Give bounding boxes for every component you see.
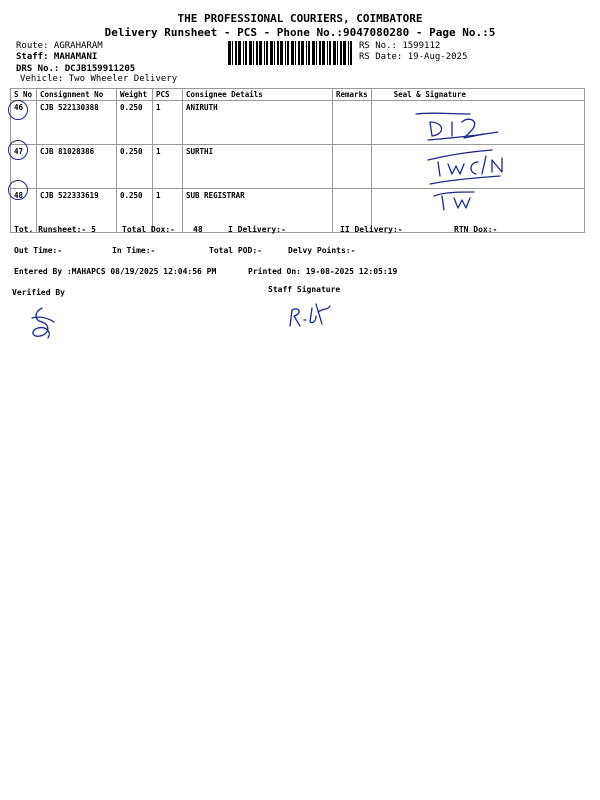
cell-remarks	[333, 101, 372, 145]
cell-sno: 47	[11, 145, 37, 189]
staff-label: Staff: MAHAMANI	[16, 52, 98, 62]
cell-remarks	[333, 145, 372, 189]
cell-consignee: ANIRUTH	[183, 101, 333, 145]
verified-by-label: Verified By	[12, 288, 65, 297]
drs-number: DRS No.: DCJB159911205	[16, 64, 136, 74]
barcode-image	[228, 41, 354, 65]
table-header-row	[11, 89, 585, 101]
total-dox-label: Total Dox:-	[122, 225, 175, 234]
cell-pcs: 1	[153, 145, 183, 189]
printed-on-label: Printed On: 19-08-2025 12:05:19	[248, 267, 398, 276]
out-time-label: Out Time:-	[14, 246, 63, 255]
col-header-seal-signature: Seal & Signature	[371, 89, 584, 101]
rs-number: RS No.: 1599112	[359, 41, 441, 51]
cell-pcs: 1	[153, 189, 183, 233]
vehicle-label: Vehicle: Two Wheeler Delivery	[20, 74, 178, 84]
rtn-dox-label: RTN Dox:-	[454, 225, 498, 234]
entered-by-label: Entered By :MAHAPCS 08/19/2025 12:04:56 PM	[14, 267, 217, 276]
total-pod-label: Total POD:-	[209, 246, 262, 255]
handwritten-circle-mark	[8, 100, 28, 120]
delvy-points-label: Delvy Points:-	[288, 246, 356, 255]
company-title: THE PROFESSIONAL COURIERS, COIMBATORE	[177, 12, 423, 25]
cell-weight: 0.250	[117, 189, 153, 233]
i-delivery-label: I Delivery:-	[228, 225, 286, 234]
total-dox-value: 48	[193, 225, 203, 234]
col-header-sno: S No	[11, 89, 37, 101]
in-time-label: In Time:-	[112, 246, 156, 255]
handwritten-circle-mark	[8, 180, 28, 200]
cell-consignee: SUB REGISTRAR	[183, 189, 333, 233]
cell-weight: 0.250	[117, 101, 153, 145]
delivery-signatures-image	[400, 100, 520, 222]
cell-weight: 0.250	[117, 145, 153, 189]
cell-consignment: CJB 522130388	[37, 101, 117, 145]
cell-pcs: 1	[153, 101, 183, 145]
col-header-consignee: Consignee Details	[183, 89, 333, 101]
cell-consignment: CJB 81028386	[37, 145, 117, 189]
route-label: Route: AGRAHARAM	[16, 41, 103, 51]
ii-delivery-label: II Delivery:-	[340, 225, 403, 234]
cell-consignment: CJB 522333619	[37, 189, 117, 233]
verifier-signature-image	[24, 306, 64, 342]
cell-consignee: SURTHI	[183, 145, 333, 189]
cell-sno: 46	[11, 101, 37, 145]
staff-signature-label: Staff Signature	[268, 285, 341, 294]
col-header-weight: Weight	[117, 89, 153, 101]
col-header-pcs: PCS	[153, 89, 183, 101]
col-header-consignment: Consignment No	[37, 89, 117, 101]
rs-date: RS Date: 19-Aug-2025	[359, 52, 468, 62]
handwritten-circle-mark	[8, 140, 28, 160]
cell-sno: 48	[11, 189, 37, 233]
tot-runsheet-label: Tot. Runsheet:- 5	[14, 225, 96, 234]
runsheet-subtitle: Delivery Runsheet - PCS - Phone No.:9047080280 - Page No.:5	[104, 26, 496, 39]
col-header-remarks: Remarks	[333, 89, 372, 101]
staff-signature-image	[286, 298, 334, 332]
